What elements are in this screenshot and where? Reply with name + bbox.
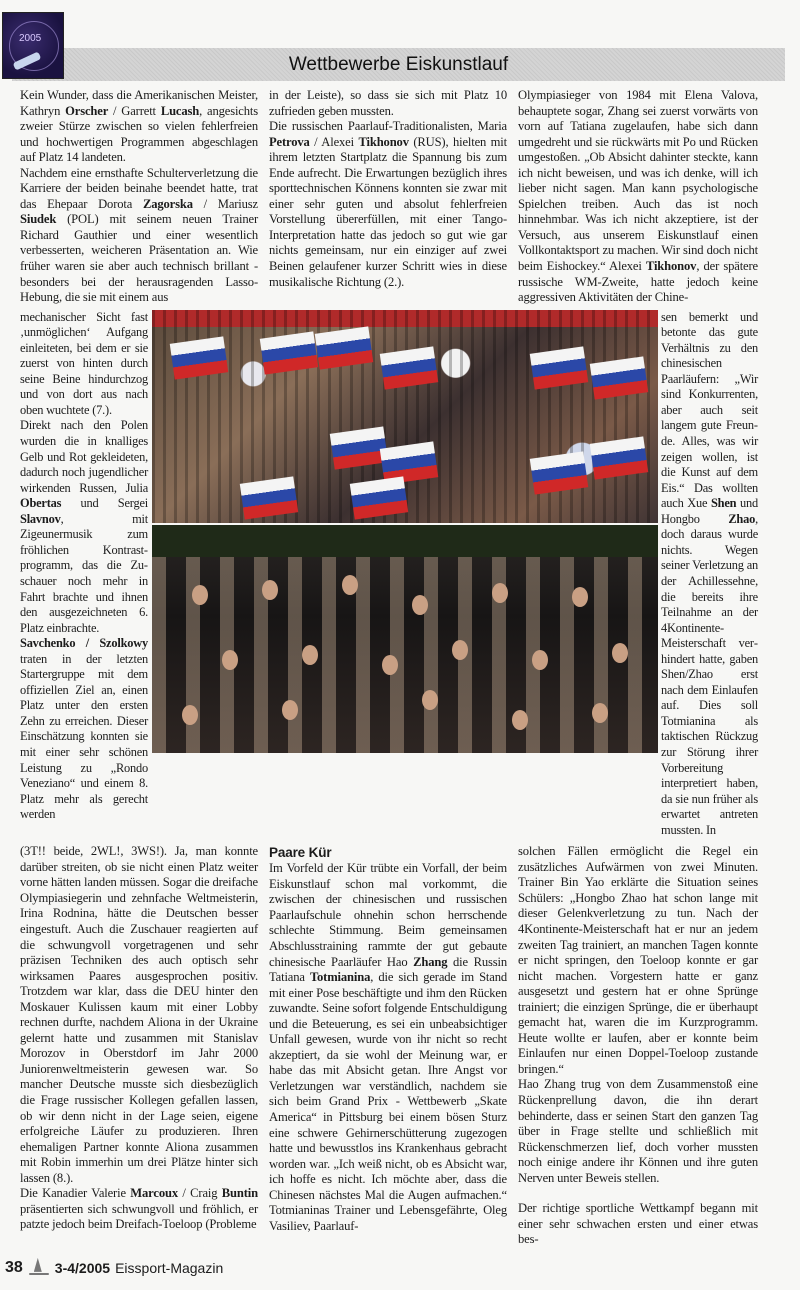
flag: [239, 476, 297, 519]
text-run: (RUS), hielten mit ihrem letzten Startplatz die Spannung bis zum Ende aufrecht. Die Erwartungen bezüglich ihres sporttechnischen Könnens konnten sie zwar mit einer sehr guten und absolut fehlerfreien Vorstellung übererfüllen, mit einer Tango-Interpretation hatte das jedoch so gut wie gar nichts gemeinsam, nur ein einziger auf zwei Beinen gelaufener kurzer Schritt wies in diese musikalische Richtung (2.).: [269, 134, 507, 289]
bold-name: Shen: [710, 496, 737, 511]
text-run: und Hongbo: [661, 496, 758, 526]
text-run: und Sergei: [61, 496, 148, 511]
text-run: Hao Zhang trug von dem Zusammenstoß eine Rückenprellung davon, die ihn derart behinderte, dass er seinen Start den ganzen Tag über in Frage stellte und schließlich mit Rückenschmerzen lief, doch vorher mussten noch einige andere ihr Können und ihre guten Nerven unter Beweis stellen.: [518, 1077, 758, 1185]
column-3-bottom: [518, 844, 758, 1248]
bold-name: Zhao: [728, 511, 756, 526]
bold-name: Buntin: [221, 1186, 259, 1201]
logo-year: 2005: [19, 33, 42, 44]
bold-name: Marcoux: [130, 1186, 178, 1201]
bold-name: Obertas: [20, 496, 62, 511]
column-2-bottom-text: [269, 861, 507, 1234]
text-run: Nachdem eine ernsthafte Schulterverletzung die Karriere der beiden beinahe beendet hatte, trat das Ehepaar Dorota: [20, 165, 258, 211]
crowd-with-russian-flags-photo: [152, 310, 658, 523]
column-2-top: [269, 88, 507, 290]
spectator: [612, 643, 628, 663]
spectator: [282, 700, 298, 720]
text-run: Kein Wunder, dass die Amerikanischen Meister, Kathryn: [20, 88, 258, 118]
page-footer: [5, 1258, 800, 1278]
text-run: Im Vorfeld der Kür trübte ein Vorfall, der beim Eiskunstlauf schon mal vorkommt, die zwischen der chinesischen und russischen Paarlaufschule ohnehin schon herrschende schlechte Stimmung. Beim gemeinsamen Abschlusstraining rammte der gut gebaute chinesische Paarläufer Hao: [269, 861, 507, 969]
column-2-bottom: [269, 844, 507, 1234]
spectator: [452, 640, 468, 660]
text-run: , doch daraus wurde nichts. Wegen seiner Verletzung an der Achillessehne, die bereits ihre Teilnahme an der 4Kontinente-Meisterschaft verhindert hatte, gaben Shen/Zhao erst nach dem Einlaufen auf. Dies soll Totmianina als taktischen Rückzug zur Störung ihrer Vorbereitung interpretiert haben, da sie nun früher als erwartet antreten mussten. In: [661, 511, 758, 837]
bold-name: Orscher: [65, 103, 109, 118]
paragraph: [20, 88, 258, 166]
text-run: Die russischen Paarlauf-Traditionalisten, Maria: [269, 119, 507, 134]
text-run: / Alexei: [309, 134, 359, 149]
moskau-2005-logo: [2, 12, 64, 79]
text-run: in der Leiste), so dass sie sich mit Platz 10 zufrieden geben mussten.: [269, 88, 507, 118]
page-title: Wettbewerbe Eiskunstlauf: [288, 54, 509, 75]
top-text-row: [20, 88, 758, 306]
bold-name: Lucash: [160, 103, 200, 118]
column-1-narrow: [20, 310, 148, 823]
text-run: präsentierten sich schwungvoll und fröhlich, er patzte jedoch beim Dreifach-Toeloop (Probleme: [20, 1201, 258, 1232]
bottom-text-row: [20, 844, 758, 1248]
text-run: Die Kanadier Valerie: [20, 1186, 131, 1201]
spectator: [412, 595, 428, 615]
photo-row: [20, 310, 758, 839]
issue-number: 3-4/2005: [54, 1259, 111, 1276]
flag: [259, 331, 317, 374]
spectator: [342, 575, 358, 595]
text-run: Der richtige sportliche Wettkampf begann mit einer sehr schwachen ersten und einer etwas bes-: [518, 1201, 758, 1247]
text-run: solchen Fällen ermöglicht die Regel ein zusätzliches Aufwärmen von zwei Minuten. Trainer Bin Yao erklärte die Situation seines Schülers: „Hongbo Zhao hat schon lange mit dieser Gelenkverletzung zu tun. Nach der 4Kontinente-Meisterschaft hat er nur an jedem zweiten Tag trainiert, an manchen Tagen konnte er nicht springen, den Toeloop konnte er gar nicht machen. Vorgestern hatte er ganz ausgesetzt und gestern hat er ohne Sprünge trainiert; die einzigen Sprünge, die er überhaupt gemacht hat, waren die im Kurzprogramm. Heute wollte er laufen, aber er konnte beim Einlaufen nur einen Doppel-Toeloop zustande bringen.“: [518, 844, 758, 1076]
flag: [314, 326, 372, 369]
bold-name: Tikhonov: [358, 134, 409, 149]
text-run: , die sich gerade im Stand mit einer Pose beschäftigte und ihm den Rücken zuwandte. Seine sofort folgende Entschuldigung und die Beteuerung, es sei ein unbeabsichtiger Unfall gewesen, wurde von ihr nicht so recht akzeptiert, da sie wohl der Meinung war, er habe das mit Absicht getan. Ihre Angst vor Verletzungen war verständlich, nachdem sie sich beim Grand Prix - Wettbewerb „Skate America“ in Pittsburg bei einem bösen Sturz eine schwere Gehirnerschütterung zugezogen hatte und bewusstlos ins Krankenhaus gebracht worden war. „Ich weiß nicht, ob es Absicht war, ich hoffe es nicht. Ich möchte aber, dass die Chinesen nächstes Mal die Augen aufmachen.“ Totmianinas Trainer und Lebensgefährte, Oleg Vasiliev, Paarlauf-: [269, 970, 508, 1233]
spectator: [492, 583, 508, 603]
spectator: [192, 585, 208, 605]
bold-name: Siudek: [20, 212, 57, 227]
text-run: traten in der letzten Startergruppe mit dem offiziellen Ziel an, einen Platz unter den ersten Zehn zu erreichen. Dieser Einschätzung konnten sie mit einer sehr schönen Leistung zu „Rondo Veneziano“ und einem 8. Platz mehr als gerecht werden: [20, 651, 148, 822]
text-run: , der spätere russische WM-Zweite, hatte jedoch keine aggressiven Aktivitäten der Chine-: [518, 259, 758, 305]
flag: [589, 436, 647, 479]
flag: [529, 346, 587, 389]
paragraph: [269, 88, 507, 119]
column-3-narrow: [661, 310, 758, 839]
spectator: [382, 655, 398, 675]
page-number: 38: [5, 1258, 23, 1276]
spectator: [222, 650, 238, 670]
bold-name: Totmianina: [309, 970, 371, 985]
spectator: [532, 650, 548, 670]
text-run: sen bemerkt und betonte das gute Verhältnis zu den chinesischen Paarläufern: „Wir sind Konkurrenten, aber auch seit langem gute Freunde. Alles, was wir zeigen wollen, ist die Kunst auf dem Eis.“ Das wollten auch Xue: [661, 309, 758, 511]
bold-name: Zhang: [413, 954, 448, 969]
paragraph: [518, 844, 758, 1077]
spectator: [302, 645, 318, 665]
text-run: Direkt nach den Polen wurden die in knalliges Gelb und Rot gekleideten, dadurch noch jugendlicher wirkenden Russen, Julia: [20, 418, 148, 495]
spectator: [422, 690, 438, 710]
flag: [349, 476, 407, 519]
spectator: [182, 705, 198, 725]
paragraph: [20, 166, 258, 306]
flag: [529, 451, 587, 494]
spectator: [262, 580, 278, 600]
text-run: (POL) mit seinem neuen Trainer Richard Gauthier und einer wesentlich verbesserten, weicheren Präsentation an. Wie früher waren sie aber auch technisch brillant - besonders bei der herausragenden Lasso-Hebung, die sie mit einem aus: [20, 212, 258, 305]
paragraph: [20, 310, 148, 419]
text-run: (3T!! beide, 2WL!, 3WS!). Ja, man konnte darüber streiten, ob sie nicht einen Platz weiter vorne hätten landen müssen. Sogar die dreifache Olympiasiegerin und zehnfache Weltmeisterin, Irina Rodnina, hätte die Deutschen besser eingestuft. Auch die Zuschauer reagierten auf die schwungvoll vorgetragenen und sehr präzisen Techniken des auch optisch sehr wirksamen Paares ausgesprochen positiv. Trotzdem war klar, dass die DEU hinter den Moskauer Kulissen kaum mit einer Lobby rechnen durfte, nachdem Aliona in der Ukraine gelernt hatte und zusammen mit Stanislav Morozov in Oberstdorf im Jahr 2000 Juniorenweltmeisterin gewesen war. So mancher Deutsche musste sich diesbezüglich die Frage russischer Kollegen gefallen lassen, ob wir denn nicht in der Lage seien, eigene erfolgreiche Läufer zu produzieren. Ihren ehemaligen Partner konnte Aliona zusammen mit Robin immerhin um drei Plätze hinter sich lassen (8.).: [20, 844, 258, 1185]
section-heading-paare-kuer: Paare Kür: [269, 845, 332, 861]
bold-name: Zagorska: [142, 196, 193, 211]
flag: [589, 356, 647, 399]
paragraph: [518, 1201, 758, 1248]
text-run: die Russin Tatiana: [269, 954, 507, 985]
paragraph: [20, 636, 148, 823]
text-run: , angesichts zweier Stürze zwischen so vielen fehlerfreien und hochwertigen Programmen abgeschlagen auf Platz 14 landeten.: [20, 103, 258, 165]
article-body: [20, 0, 758, 1248]
bold-name: Petrova: [269, 134, 310, 149]
paragraph: [518, 88, 758, 306]
bold-name: Slavnov: [20, 511, 61, 526]
paragraph: [661, 310, 758, 839]
seated-audience-photo: [152, 525, 658, 753]
paragraph: [269, 119, 507, 290]
photo-stack: [152, 310, 658, 753]
text-run: / Craig: [177, 1186, 222, 1201]
magazine-name: Eissport-Magazin: [115, 1259, 224, 1276]
bold-name: Savchenko / Szolkowy: [20, 636, 148, 651]
text-run: mechanischer Sicht fast ‚unmöglichen‘ Aufgang einleiteten, bei dem er sie zuerst von hinten durch seine Beine hindurchzog und von dort aus nach oben wuchtete (7.).: [20, 309, 148, 417]
paragraph: [20, 1186, 258, 1233]
flag: [169, 336, 227, 379]
column-3-top: [518, 88, 758, 306]
paragraph: [20, 418, 148, 636]
spectator: [592, 703, 608, 723]
paragraph: [20, 844, 258, 1186]
text-run: / Mariusz: [192, 196, 258, 211]
skate-logo-icon: [28, 1258, 50, 1278]
column-1-bottom: [20, 844, 258, 1233]
paragraph: [269, 861, 507, 1234]
text-run: , mit Zigeunermusik zum fröhlichen Kontrastprogramm, das die Zuschauer noch mehr in Fahrt brachte und ihnen den ausgezeichneten 6. Platz einbrachte.: [20, 511, 148, 635]
spectator: [572, 587, 588, 607]
text-run: Olympiasieger von 1984 mit Elena Valova, behauptete sogar, Zhang sei zuerst vorwärts von vorn auf Tatiana zugelaufen, habe sich dann umgedreht und sie rückwärts mit Po und Rücken umgestoßen. „Ob Absicht dahinter steckte, kann ich nicht beweisen, und was ich denke, will ich lieber nicht sagen. Man kann psychologische Spielchen treiben. Auch das ist noch hinnehmbar. Was ich nicht akzeptiere, ist der Versuch, aus unserem Eiskunstlauf einen Vollkontaktsport zu machen. Wir sind doch nicht beim Eishockey.“ Alexei: [518, 88, 758, 274]
paragraph: [518, 1077, 758, 1186]
flag: [379, 346, 437, 389]
spectator: [512, 710, 528, 730]
flag: [329, 426, 387, 469]
column-1-top: [20, 88, 258, 306]
bold-name: Tikhonov: [645, 259, 697, 274]
text-run: / Garrett: [108, 103, 161, 118]
